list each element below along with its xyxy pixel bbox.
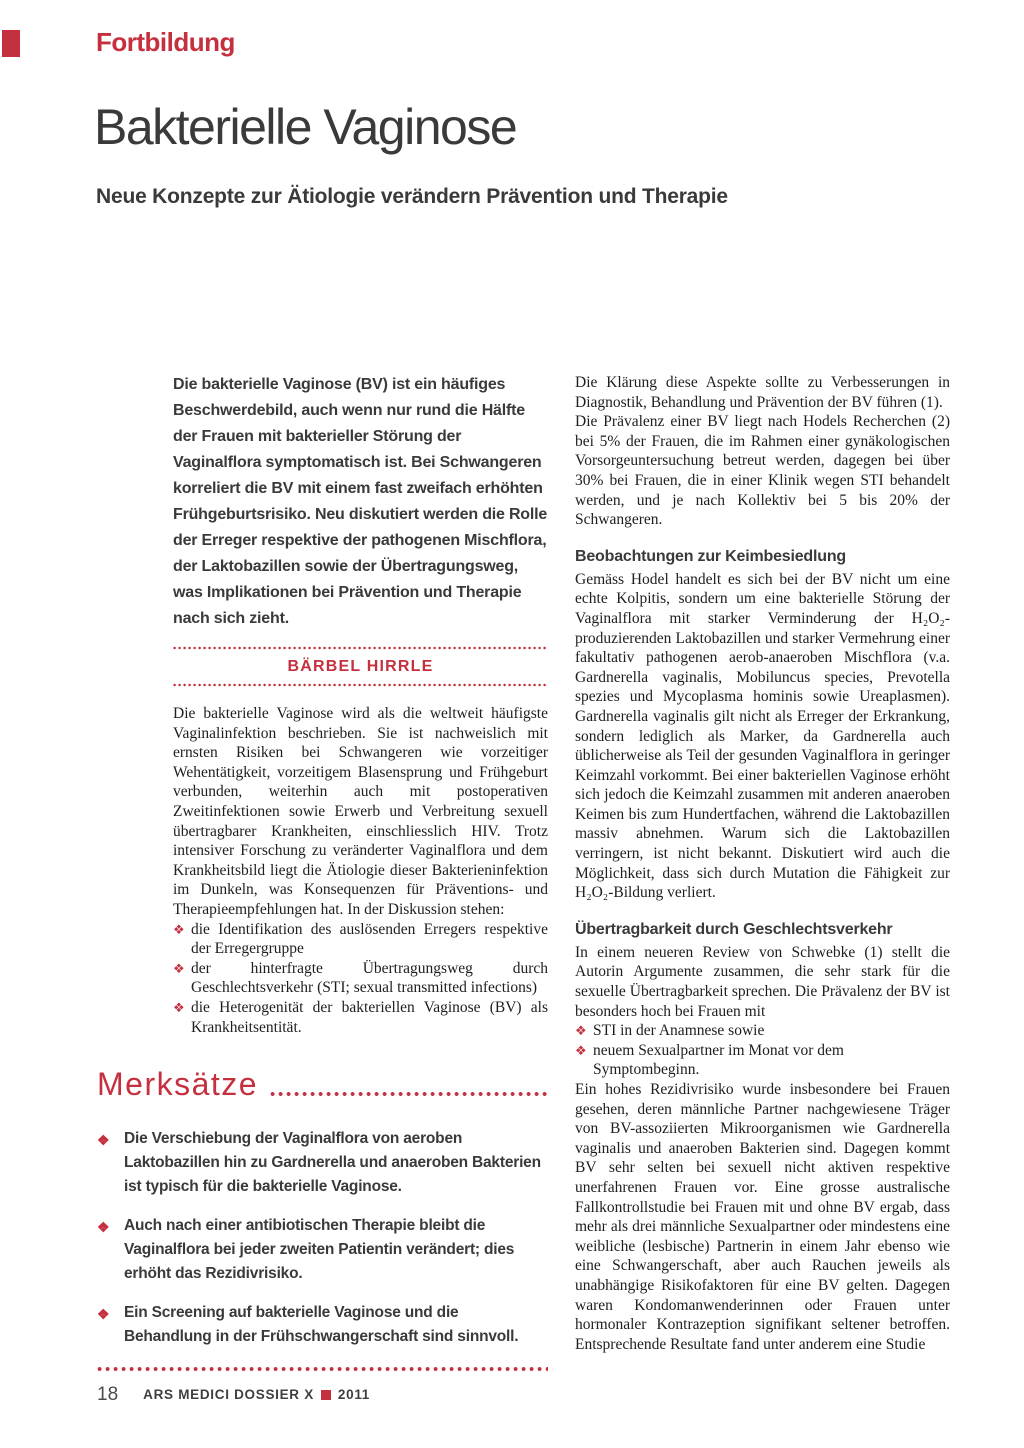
list-item-text: die Heterogenität der bakteriellen Vaginose (BV) als Krankheitsentität. <box>191 998 548 1036</box>
footer-journal-line <box>143 1388 370 1402</box>
list-item-text: Ein Screening auf bakterielle Vaginose und die Behandlung in der Frühschwangerschaft sind sinnvoll. <box>124 1304 519 1345</box>
merksaetze-header <box>97 1068 548 1100</box>
footer-year: 2011 <box>337 1386 371 1402</box>
right-paragraph: Die Prävalenz einer BV liegt nach Hodels Recherchen (2) bei 5% der Frauen, die im Rahmen einer gynäkologischen Vorsorgeuntersuchung betreut werden, dagegen bei über 30% bei Frauen, die in einer Klinik wegen STI behandelt werden, und je nach Kollektiv bei 5 bis 20% der Schwangeren. <box>575 413 950 529</box>
footer-square-icon <box>321 1390 331 1400</box>
diamond-bullet-icon: ❖ <box>173 921 185 937</box>
list-item-text: STI in der Anamnese sowie <box>593 1022 765 1040</box>
list-item <box>97 1214 548 1286</box>
diamond-bullet-icon: ❖ <box>575 1042 587 1058</box>
section-heading: Beobachtungen zur Keimbesiedlung <box>575 547 846 565</box>
intro-paragraph: Die bakterielle Vaginose (BV) ist ein häufiges Beschwerdebild, auch wenn nur rund die Hälfte der Frauen mit bakterieller Störung der Vaginalflora symptomatisch ist. Bei Schwangeren korreliert die BV mit einem fast zweifach erhöhten Frühgeburtsrisiko. Neu diskutiert werden die Rolle der Erreger respektive der pathogenen Mischflora, der Laktobazillen sowie der Übertragungsweg, was Implikationen bei Prävention und Therapie nach sich zieht. <box>173 376 548 627</box>
footer-page-number: 18 <box>97 1384 119 1405</box>
diamond-bullet-icon: ❖ <box>173 960 185 976</box>
merksaetze-heading: Merksätze <box>97 1066 259 1102</box>
merksaetze-bottom-dotted-line <box>97 1366 548 1372</box>
list-item-text: Auch nach einer antibiotischen Therapie bleibt die Vaginalflora bei jeder zweiten Patientin verändert; dies erhöht das Rezidivrisiko. <box>124 1217 515 1282</box>
article-title: Bakterielle Vaginose <box>94 99 517 155</box>
list-item <box>173 920 548 959</box>
section-kicker: Fortbildung <box>96 27 235 57</box>
list-item <box>575 1021 950 1041</box>
section-heading: Übertragbarkeit durch Geschlechtsverkehr <box>575 920 893 938</box>
left-body-text <box>173 704 548 1037</box>
list-item-text: Die Verschiebung der Vaginalflora von aeroben Laktobazillen hin zu Gardnerella und anaeroben Bakterien ist typisch für die bakterielle Vaginose. <box>124 1130 541 1195</box>
list-item <box>97 1127 548 1199</box>
diamond-bullet-icon: ❖ <box>97 1219 110 1235</box>
article-subtitle: Neue Konzepte zur Ätiologie verändern Prävention und Therapie <box>96 185 728 208</box>
author-divider-bottom <box>173 683 548 687</box>
diamond-bullet-icon: ❖ <box>173 999 185 1015</box>
list-item-text: der hinterfragte Übertragungsweg durch Geschlechtsverkehr (STI; sexual transmitted infections) <box>191 959 548 997</box>
page-corner-marker <box>2 30 20 57</box>
right-column <box>575 373 950 1354</box>
merksaetze-heading-dotted-line <box>270 1091 548 1097</box>
right-paragraph: In einem neueren Review von Schwebke (1) stellt die Autorin Argumente zusammen, die sehr stark für die sexuelle Übertragbarkeit sprechen. Die Prävalenz der BV ist besonders hoch bei Frauen mit <box>575 943 950 1020</box>
author-block <box>173 646 548 687</box>
left-column <box>173 372 548 1037</box>
author-name: BÄRBEL HIRRLE <box>287 658 434 675</box>
right-paragraph: Ein hohes Rezidivrisiko wurde insbesondere bei Frauen gesehen, deren männliche Partner nachgewiesene Träger von BV-assoziierten Mikroorganismen wie Gardnerella vaginalis und anaeroben Bakterien sind. Dagegen kommt BV sehr selten bei sexuell nicht aktiven respektive unerfahrenen Frauen vor. Eine grosse australische Fallkontrollstudie bei Frauen mit und ohne BV ergab, dass mehr als drei männliche Sexualpartner oder mindestens eine weibliche (lesbische) Partnerin in einem Jahr ebenso wie eine Schwangerschaft, aber auch Rauchen jeweils als unabhängige Risikofaktoren für eine BV gelten. Dagegen waren Kondomanwenderinnen oder Frauen unter hormonaler Kontrazeption signifikant seltener betroffen. Entsprechende Resultate fand unter anderem eine Studie <box>575 1081 950 1353</box>
list-item <box>97 1301 548 1349</box>
right-paragraph: Gemäss Hodel handelt es sich bei der BV nicht um eine echte Kolpitis, sondern um eine bakterielle Störung der Vaginalflora mit starker Verminderung der H₂O₂-produzierenden Laktobazillen und starker Vermehrung einer fakultativ pathogenen aerob-anaeroben Mischflora (v.a. Gardnerella vaginalis, Mobiluncus species, Prevotella spezies und Mycoplasma hominis sowie Ureaplasmen). Gardnerella vaginalis gilt nicht als Erreger der Erkrankung, sondern lediglich als Marker, da Gardnerella auch üblicherweise als Teil der gesunden Vaginalflora in geringer Keimzahl vorkommt. Bei einer bakteriellen Vaginose erhöht sich jedoch die Keimzahl zusammen mit anderen anaeroben Keimen bis zum Hundertfachen, während die Laktobazillen massiv abnehmen. Warum sich die Laktobazillen verringern, ist nicht bekannt. Diskutiert wird auch die Möglichkeit, dass sich durch Mutation die Fähigkeit zur H₂O₂-Bildung verliert. <box>575 570 950 902</box>
list-item <box>575 1041 950 1080</box>
page-footer <box>97 1385 370 1404</box>
list-item-text: neuem Sexualpartner im Monat vor dem Symptombeginn. <box>593 1041 844 1079</box>
merksaetze-box <box>97 1068 548 1372</box>
list-item-text: die Identifikation des auslösenden Erregers respektive der Erregergruppe <box>191 920 548 958</box>
left-body-paragraph: Die bakterielle Vaginose wird als die weltweit häufigste Vaginalinfektion beschrieben. Sie ist nachweislich mit ernsten Risiken bei Schwangeren wie vorzeitiger Wehentätigkeit, vorzeitigem Blasensprung und Frühgeburt verbunden, weiterhin auch mit postoperativen Zweitinfektionen sowie Erwerb und Verbreitung sexuell übertragbarer Krankheiten, einschliesslich HIV. Trotz intensiver Forschung zu veränderter Vaginalflora und dem Krankheitsbild liegt die Ätiologie dieser Bakterieninfektion im Dunkeln, was Konsequenzen für Präventions- und Therapieempfehlungen hat. In der Diskussion stehen: <box>173 705 548 918</box>
footer-journal-name: ARS MEDICI DOSSIER X <box>143 1386 314 1402</box>
diamond-bullet-icon: ❖ <box>97 1132 110 1148</box>
list-item <box>173 959 548 998</box>
merksaetze-items <box>97 1127 548 1349</box>
list-item <box>173 998 548 1037</box>
diamond-bullet-icon: ❖ <box>575 1023 587 1039</box>
diamond-bullet-icon: ❖ <box>97 1306 110 1322</box>
right-paragraph: Die Klärung diese Aspekte sollte zu Verbesserungen in Diagnostik, Behandlung und Prävention der BV führen (1). <box>575 374 950 411</box>
